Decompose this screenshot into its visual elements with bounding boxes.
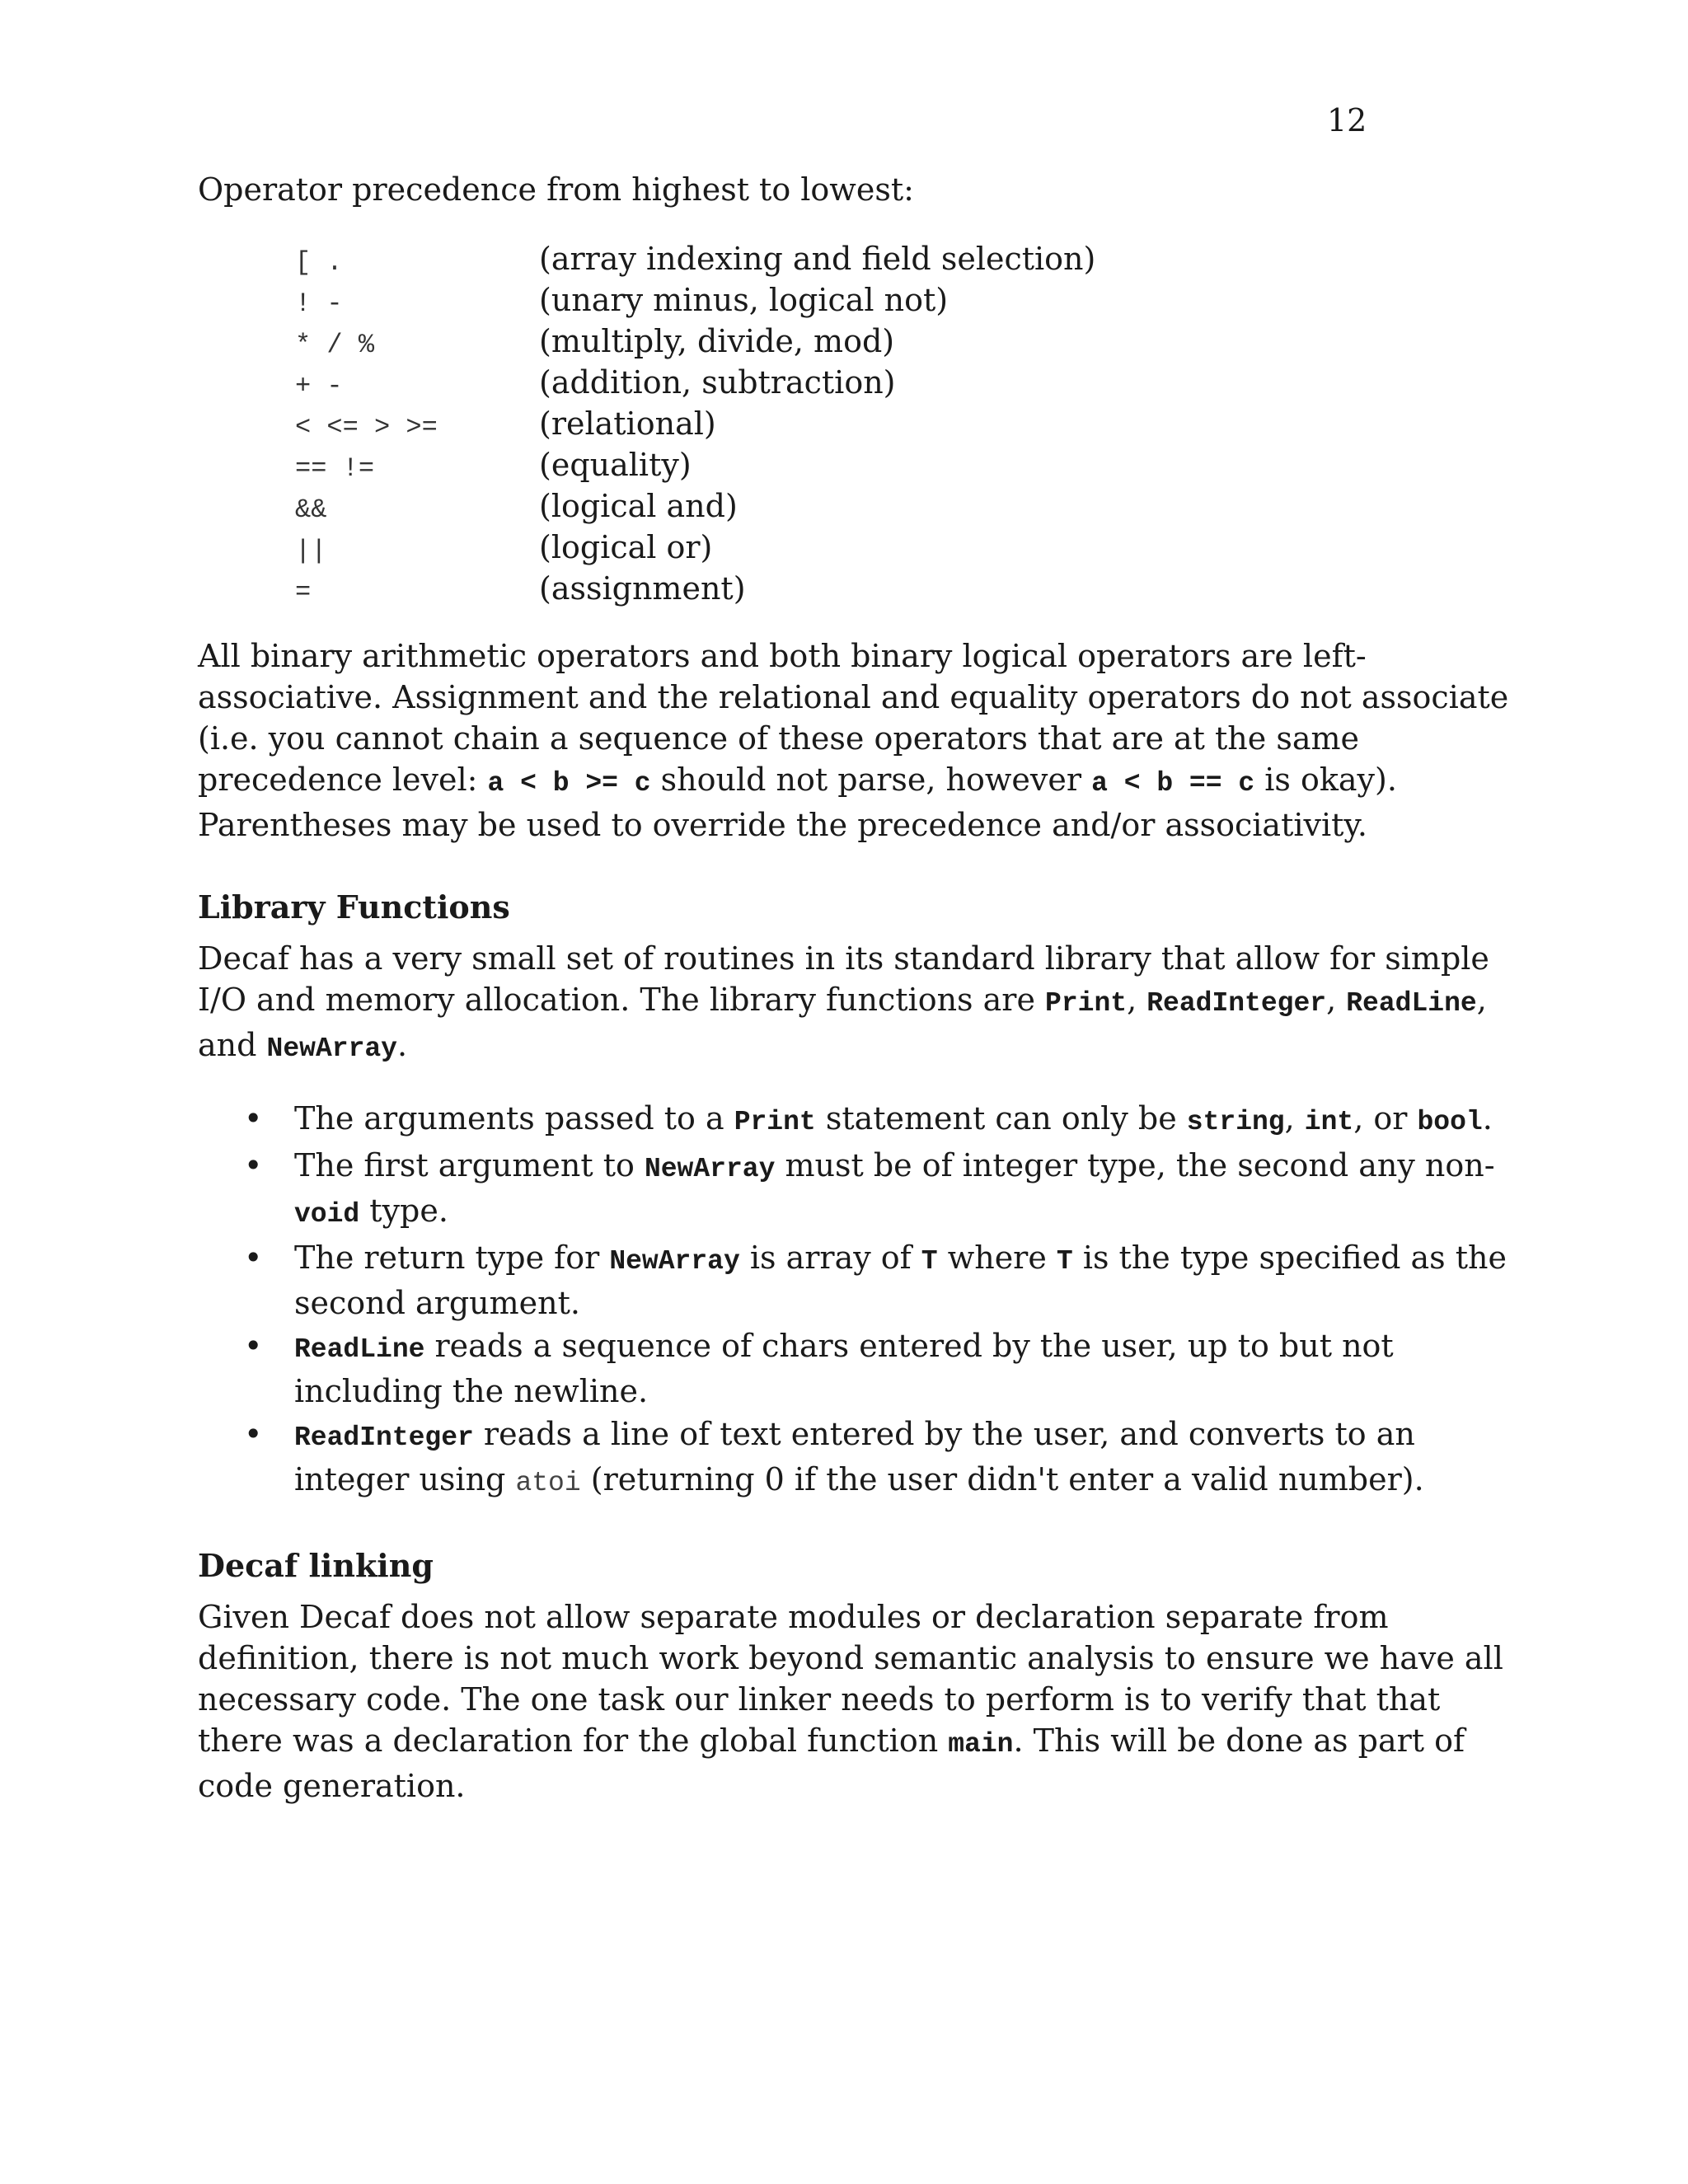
- operator-description: (assignment): [539, 570, 746, 607]
- precedence-row: [295, 403, 1517, 444]
- item-text: (returning 0 if the user didn't enter a valid number).: [580, 1461, 1424, 1497]
- precedence-row: [295, 279, 1517, 321]
- item-text: statement can only be: [815, 1100, 1187, 1137]
- item-text: where: [937, 1240, 1057, 1276]
- bullet-icon: •: [244, 1416, 263, 1452]
- operator-description: (logical and): [539, 488, 738, 524]
- list-item: [198, 1413, 1517, 1504]
- list-item: [198, 1237, 1517, 1324]
- precedence-row: [295, 238, 1517, 279]
- precedence-row: [295, 527, 1517, 568]
- paragraph-text: should not parse, however: [650, 762, 1092, 798]
- bullet-icon: •: [244, 1240, 263, 1276]
- operator-description: (relational): [539, 405, 716, 442]
- item-text: is the type specified as the second argument.: [294, 1240, 1507, 1321]
- code-term: void: [294, 1199, 360, 1230]
- operator-symbols: ! -: [295, 288, 343, 319]
- code-example: a < b == c: [1091, 768, 1255, 799]
- function-name: ReadInteger: [1146, 988, 1327, 1019]
- bullet-icon: •: [244, 1147, 263, 1183]
- item-text: is array of: [739, 1240, 921, 1276]
- precedence-table: [295, 238, 1517, 609]
- list-item: [198, 1145, 1517, 1235]
- item-text: reads a sequence of chars entered by the user, up to but not including the newline.: [294, 1328, 1394, 1409]
- paragraph-text: is okay). Parentheses may be used to override the precedence and/or associativity.: [198, 762, 1397, 843]
- precedence-row: [295, 568, 1517, 609]
- operator-symbols: ||: [295, 536, 327, 566]
- code-term: T: [921, 1246, 938, 1277]
- paragraph-text: . This will be done as part of code generation.: [198, 1722, 1465, 1804]
- code-term: T: [1056, 1246, 1073, 1277]
- operator-description: (multiply, divide, mod): [539, 323, 895, 359]
- function-name: NewArray: [266, 1033, 397, 1064]
- decaf-linking-heading: Decaf linking: [198, 1547, 434, 1584]
- paragraph-text: Decaf has a very small set of routines in its standard library that allow for simple I/O and memory allocation. The library functions are: [198, 940, 1489, 1018]
- item-text: The first argument to: [294, 1147, 645, 1183]
- precedence-row: [295, 485, 1517, 527]
- operator-description: (equality): [539, 447, 692, 483]
- precedence-row: [295, 444, 1517, 485]
- item-text: reads a line of text entered by the user, and converts to an integer using: [294, 1416, 1415, 1497]
- page-number: 12: [1327, 102, 1367, 138]
- paragraph-text: All binary arithmetic operators and both binary logical operators are left-associative. Assignment and the relational and equality operators do not associate (i.e. you cannot chain a sequence of these operators that are at the same precedence level:: [198, 638, 1509, 798]
- operator-description: (addition, subtraction): [539, 364, 896, 401]
- associativity-paragraph: [198, 635, 1517, 846]
- list-item: [198, 1325, 1517, 1412]
- code-term: bool: [1417, 1107, 1483, 1137]
- code-term: main: [948, 1729, 1014, 1760]
- item-text: type.: [359, 1193, 448, 1229]
- bullet-icon: •: [244, 1328, 263, 1364]
- precedence-intro: Operator precedence from highest to lowest:: [198, 171, 914, 208]
- code-term: string: [1186, 1107, 1285, 1137]
- separator: .: [396, 1027, 408, 1063]
- operator-symbols: =: [295, 577, 312, 607]
- operator-symbols: < <= > >=: [295, 412, 438, 443]
- library-intro-paragraph: [198, 938, 1517, 1070]
- library-functions-heading: Library Functions: [198, 888, 510, 926]
- page-content: [198, 169, 1517, 1807]
- code-term: atoi: [515, 1468, 581, 1498]
- function-name: Print: [1045, 988, 1128, 1019]
- code-term: ReadInteger: [294, 1422, 474, 1453]
- item-text: The return type for: [294, 1240, 610, 1276]
- precedence-row: [295, 362, 1517, 403]
- code-term: NewArray: [609, 1246, 740, 1277]
- item-text: .: [1482, 1100, 1493, 1137]
- operator-symbols: [ .: [295, 247, 343, 278]
- library-rules-list: [198, 1098, 1517, 1504]
- bullet-icon: •: [244, 1100, 263, 1137]
- separator: , and: [198, 982, 1487, 1063]
- item-text: , or: [1353, 1100, 1418, 1137]
- code-term: ReadLine: [294, 1334, 425, 1365]
- operator-description: (unary minus, logical not): [539, 282, 949, 318]
- code-term: int: [1304, 1107, 1354, 1137]
- linking-paragraph: [198, 1596, 1517, 1807]
- operator-description: (logical or): [539, 529, 713, 565]
- paragraph-text: Given Decaf does not allow separate modules or declaration separate from definition, there is not much work beyond semantic analysis to ensure we have all necessary code. The one task our linker needs to perform is to verify that that there was a declaration for the global function: [198, 1599, 1503, 1759]
- item-text: must be of integer type, the second any non-: [775, 1147, 1495, 1183]
- separator: ,: [1127, 982, 1147, 1018]
- operator-symbols: + -: [295, 371, 343, 401]
- code-term: Print: [734, 1107, 816, 1137]
- list-item: [198, 1098, 1517, 1143]
- operator-symbols: * / %: [295, 330, 375, 360]
- function-name: ReadLine: [1346, 988, 1477, 1019]
- precedence-row: [295, 321, 1517, 362]
- separator: ,: [1326, 982, 1347, 1018]
- code-example: a < b >= c: [487, 768, 651, 799]
- code-term: NewArray: [644, 1154, 776, 1184]
- operator-symbols: == !=: [295, 453, 375, 484]
- item-text: The arguments passed to a: [294, 1100, 734, 1137]
- item-text: ,: [1284, 1100, 1305, 1137]
- operator-symbols: &&: [295, 494, 327, 525]
- operator-description: (array indexing and field selection): [539, 241, 1096, 277]
